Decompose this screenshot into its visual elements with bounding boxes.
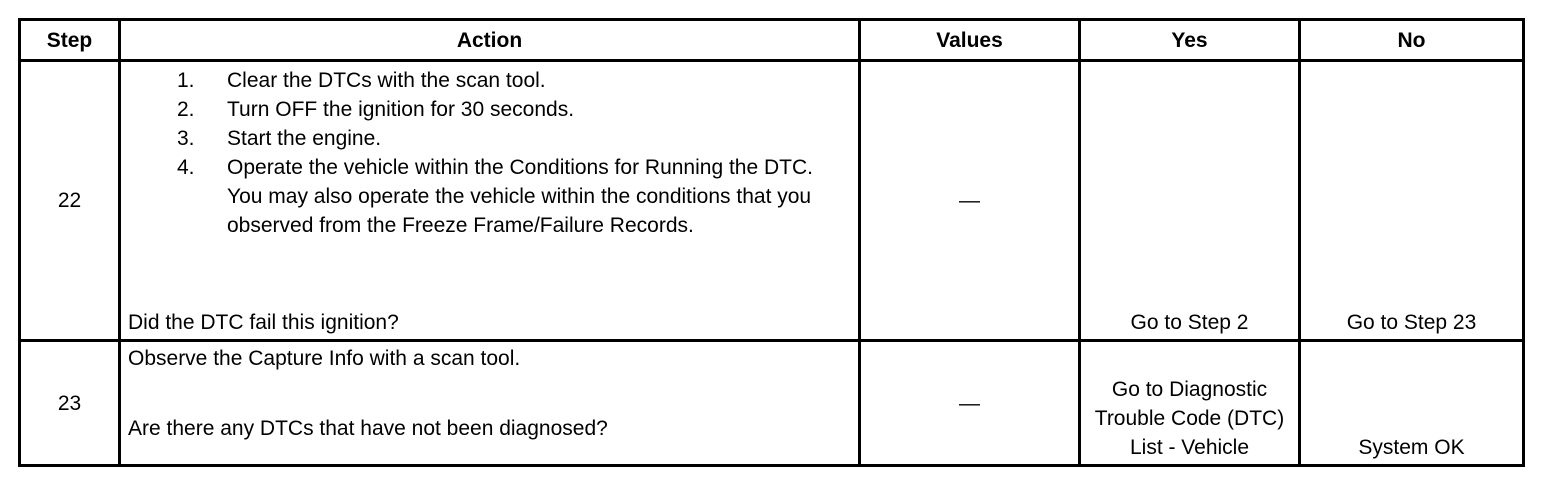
header-action: Action (120, 20, 860, 61)
list-item (121, 124, 858, 153)
values-cell: — (860, 61, 1080, 341)
table-row (20, 61, 1524, 341)
action-question: Are there any DTCs that have not been diagnosed? (128, 417, 608, 440)
list-item-number: 1. (177, 69, 195, 92)
values-cell: — (860, 341, 1080, 466)
list-item-text: Operate the vehicle within the Conditions for Running the DTC. You may also operate the vehicle within the conditions that you observed from the Freeze Frame/Failure Records. (227, 156, 813, 237)
action-list (121, 62, 858, 240)
list-item (121, 66, 858, 95)
action-instruction: Observe the Capture Info with a scan tool. (128, 347, 521, 370)
diagnostic-table (18, 18, 1525, 467)
no-link: System OK (1358, 436, 1465, 459)
yes-cell (1080, 341, 1300, 466)
step-number: 22 (20, 61, 120, 341)
yes-link: Go to Diagnostic Trouble Code (DTC) List - Vehicle (1094, 378, 1285, 459)
list-item-text: Start the engine. (227, 127, 382, 150)
no-cell (1300, 341, 1524, 466)
step-number: 23 (20, 341, 120, 466)
table-row (20, 341, 1524, 466)
header-yes: Yes (1080, 20, 1300, 61)
list-item-number: 3. (177, 127, 195, 150)
header-step: Step (20, 20, 120, 61)
list-item (121, 153, 858, 240)
no-cell (1300, 61, 1524, 341)
yes-cell (1080, 61, 1300, 341)
yes-link: Go to Step 2 (1130, 311, 1249, 334)
list-item-number: 2. (177, 98, 195, 121)
action-question: Did the DTC fail this ignition? (128, 311, 399, 334)
no-link: Go to Step 23 (1346, 311, 1477, 334)
list-item-number: 4. (177, 156, 195, 179)
header-no: No (1300, 20, 1524, 61)
list-item-text: Clear the DTCs with the scan tool. (227, 69, 546, 92)
list-item (121, 95, 858, 124)
header-row (20, 20, 1524, 61)
header-values: Values (860, 20, 1080, 61)
action-cell (120, 61, 860, 341)
list-item-text: Turn OFF the ignition for 30 seconds. (227, 98, 575, 121)
action-cell (120, 341, 860, 466)
